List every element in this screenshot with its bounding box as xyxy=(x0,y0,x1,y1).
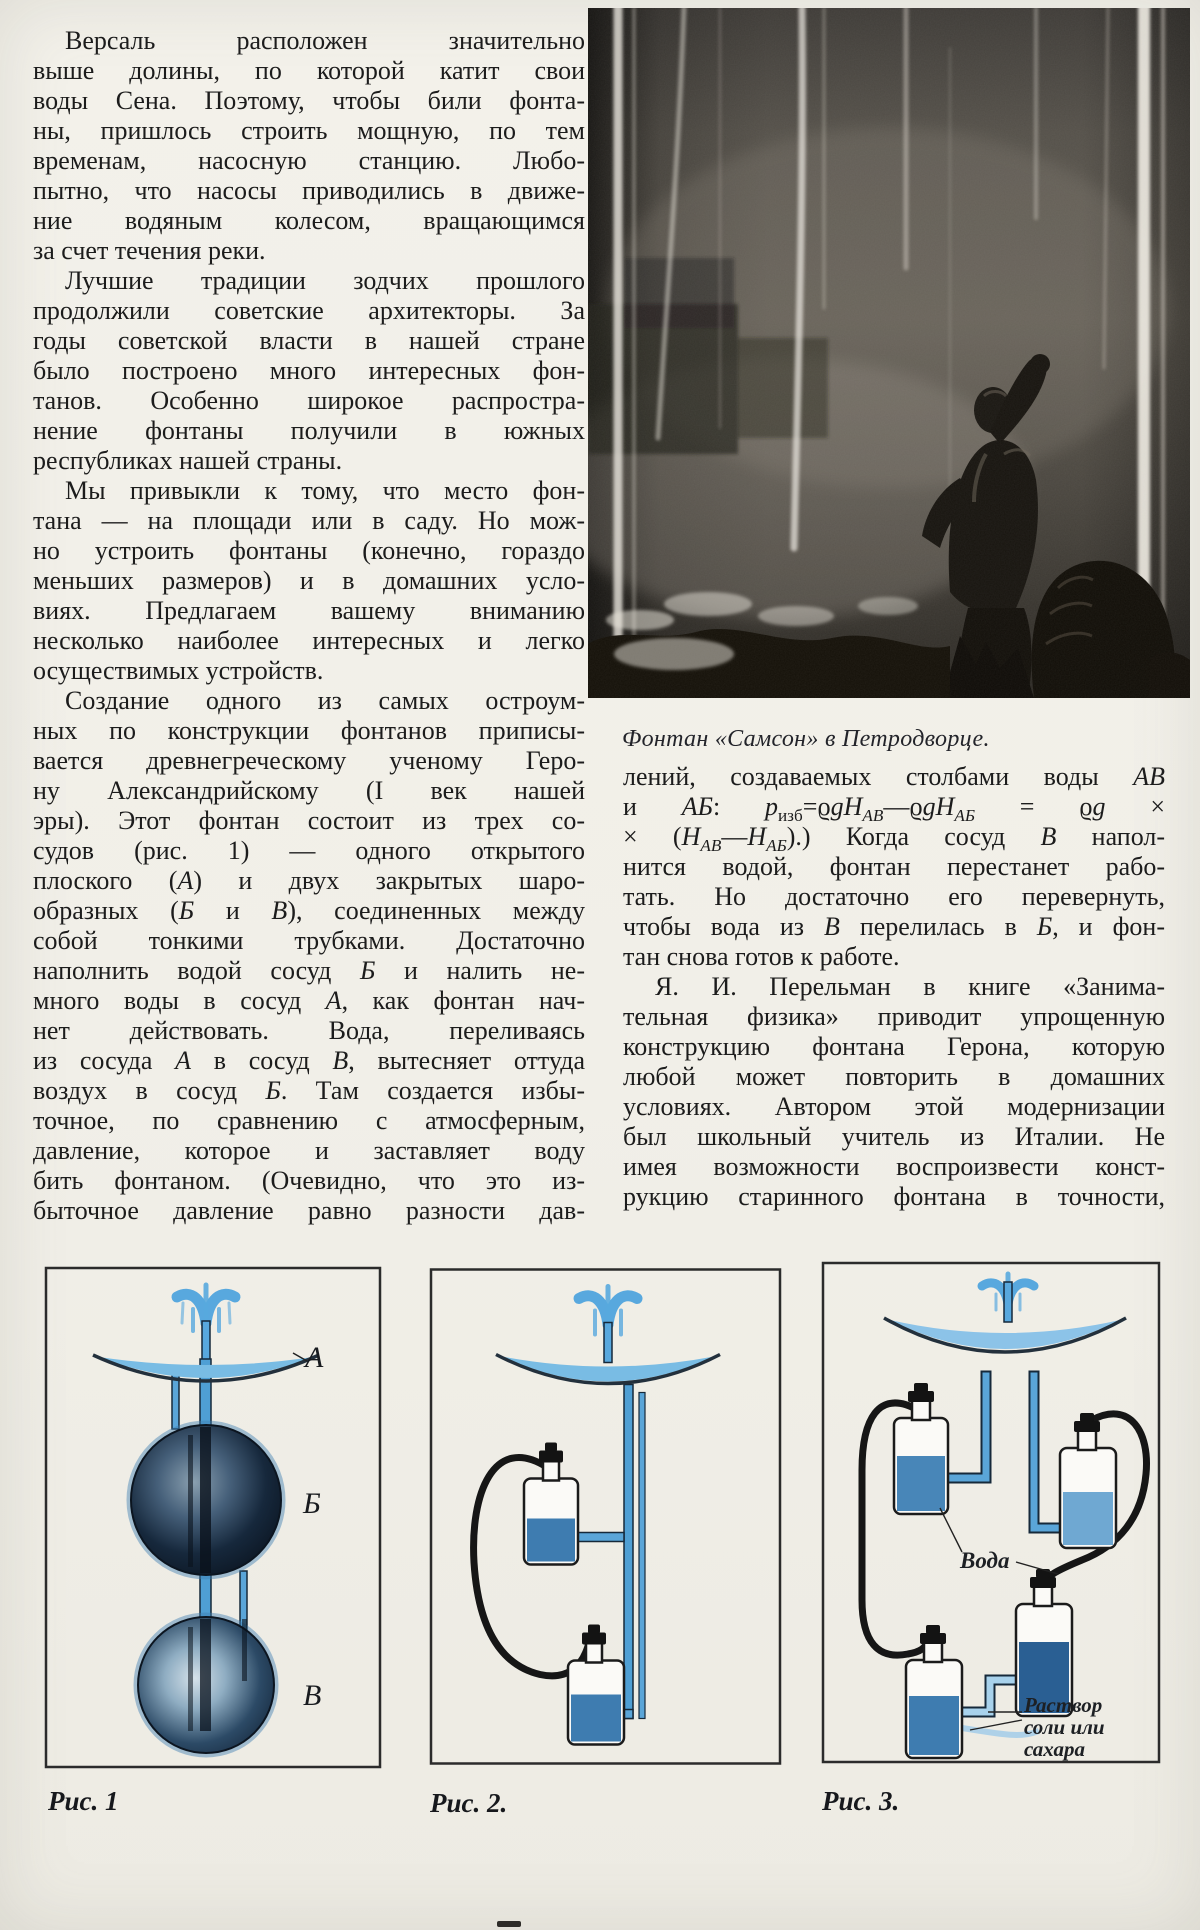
figure-2-caption: Рис. 2. xyxy=(430,1788,508,1818)
text-line: нение фонтаны получили в южных xyxy=(33,416,585,445)
text-line: меньших размеров) и в домашних усло- xyxy=(33,566,585,595)
water-label: Вода xyxy=(960,1548,1010,1573)
text-line: нет действовать. Вода, переливаясь xyxy=(33,1016,585,1045)
text-line: воды Сена. Поэтому, чтобы били фонта- xyxy=(33,86,585,115)
text-line: плоского (А) и двух закрытых шаро- xyxy=(33,866,586,895)
text-line: ну Александрийскому (I век нашей xyxy=(33,776,585,805)
text-line: Я. И. Перельман в книге «Занима- xyxy=(655,972,1165,1001)
text-line: ние водяным колесом, вращающимся xyxy=(33,206,585,235)
text-line: давление, которое и заставляет воду xyxy=(33,1136,585,1165)
text-line: × $(Н_{АВ}—Н_{АБ})$.) Когда сосуд В напол- xyxy=(623,822,1165,856)
text-line: пытно, что насосы приводились в движе- xyxy=(33,176,585,205)
text-line: но устроить фонтаны (конечно, гораздо xyxy=(33,536,585,565)
text-line: республиках нашей страны. xyxy=(33,446,343,475)
text-line: Лучшие традиции зодчих прошлого xyxy=(65,266,585,295)
text-line: продолжили советские архитекторы. За xyxy=(33,296,585,325)
text-line: нится водой, фонтан перестанет рабо- xyxy=(623,852,1165,881)
text-line: собой тонкими трубками. Достаточно xyxy=(33,926,585,955)
text-line: точное, по сравнению с атмосферным, xyxy=(33,1106,585,1135)
text-line: тать. Но достаточно его перевернуть, xyxy=(623,882,1165,911)
text-line: имея возможности воспроизвести конст- xyxy=(623,1152,1165,1181)
lower-bottle xyxy=(568,1625,624,1745)
fountain-photo-image xyxy=(588,8,1190,698)
basin xyxy=(884,1282,1126,1352)
left-text-column xyxy=(33,26,585,1226)
text-line: лений, создаваемых столбами воды АВ xyxy=(623,762,1165,791)
text-line: годы советской власти в нашей стране xyxy=(33,326,585,355)
scan-artifact xyxy=(497,1921,521,1927)
text-line: осуществимых устройств. xyxy=(33,656,324,685)
text-line: и АБ: $р_{изб}=ϱgН_{АВ}—ϱgН_{АБ} = ϱg$ × xyxy=(623,792,1165,826)
text-line: Создание одного из самых остроум- xyxy=(65,686,585,715)
upper-right-bottle xyxy=(1060,1413,1116,1548)
text-line: образных (Б и В), соединенных между xyxy=(33,896,585,925)
figure-2-drawing xyxy=(428,1265,783,1768)
text-line: любой может повторить в домашних xyxy=(623,1062,1165,1091)
bottle-liquid xyxy=(1063,1492,1113,1545)
text-line: танов. Особенно широкое распростра- xyxy=(33,386,585,415)
figure-1-drawing xyxy=(43,1265,383,1770)
text-line: тана — на площади или в саду. Но мож- xyxy=(33,506,585,535)
figure-2 xyxy=(428,1265,783,1768)
text-line: был школьный учитель из Италии. Не xyxy=(623,1122,1165,1151)
text-line: выше долины, по которой катит свои xyxy=(33,56,585,85)
text-line: за счет течения реки. xyxy=(33,236,266,265)
text-line: тельная физика» приводит упрощенную xyxy=(623,1002,1165,1031)
text-line: рукцию старинного фонтана в точности, xyxy=(623,1182,1165,1211)
text-line: условиях. Автором этой модернизации xyxy=(623,1092,1165,1121)
text-line: несколько наиболее интересных и легко xyxy=(33,626,585,655)
text-line: наполнить водой сосуд Б и налить не- xyxy=(33,956,585,985)
figure-1 xyxy=(43,1265,383,1770)
bottle-liquid xyxy=(897,1456,945,1511)
text-line: бить фонтаном. (Очевидно, что это из- xyxy=(33,1166,585,1195)
text-line: виях. Предлагаем вашему вниманию xyxy=(33,596,585,625)
text-line: конструкцию фонтана Герона, которую xyxy=(623,1032,1165,1061)
figure-3-caption: Рис. 3. xyxy=(822,1786,900,1816)
vessel-label-a: А xyxy=(305,1341,324,1374)
photo-samson-fountain xyxy=(588,8,1190,698)
figure-1-caption: Рис. 1 xyxy=(48,1786,119,1816)
vessel-label-v: В xyxy=(303,1679,322,1712)
solution-label-line3: сахара xyxy=(1024,1737,1086,1761)
right-text-column xyxy=(623,762,1165,1212)
text-line: временам, насосную станцию. Любо- xyxy=(33,146,585,175)
figure-3 xyxy=(820,1260,1162,1765)
text-line: эры). Этот фонтан состоит из трех со- xyxy=(33,806,585,835)
text-line: ны, пришлось строить мощную, по тем xyxy=(33,116,585,145)
bottle-liquid xyxy=(571,1695,621,1742)
text-line: ных по конструкции фонтанов приписы- xyxy=(33,716,585,745)
bottle-liquid xyxy=(527,1519,575,1562)
text-line: судов (рис. 1) — одного открытого xyxy=(33,836,585,865)
photo-caption: Фонтан «Самсон» в Петродворце. xyxy=(622,726,990,752)
text-line: вается древнегреческому ученому Геро- xyxy=(33,746,585,775)
text-line: Версаль расположен значительно xyxy=(65,26,585,55)
bottle-liquid xyxy=(909,1696,959,1755)
text-line: воздух в сосуд Б. Там создается избы- xyxy=(33,1076,585,1105)
solution-label-line2: соли или xyxy=(1024,1715,1105,1739)
vessel-label-b: Б xyxy=(303,1487,321,1520)
lower-left-bottle xyxy=(906,1625,962,1758)
text-line: быточное давление равно разности дав- xyxy=(33,1196,585,1225)
text-line: из сосуда А в сосуд В, вытесняет оттуда xyxy=(33,1046,585,1075)
text-line: много воды в сосуд А, как фонтан нач- xyxy=(33,986,586,1015)
figure-3-drawing xyxy=(820,1260,1162,1765)
solution-label-line1: Раствор xyxy=(1024,1693,1103,1717)
text-line: Мы привыкли к тому, что место фон- xyxy=(65,476,585,505)
text-line: тан снова готов к работе. xyxy=(623,942,900,971)
text-line: чтобы вода из В перелилась в Б, и фон- xyxy=(623,912,1165,941)
text-line: было построено много интересных фон- xyxy=(33,356,585,385)
